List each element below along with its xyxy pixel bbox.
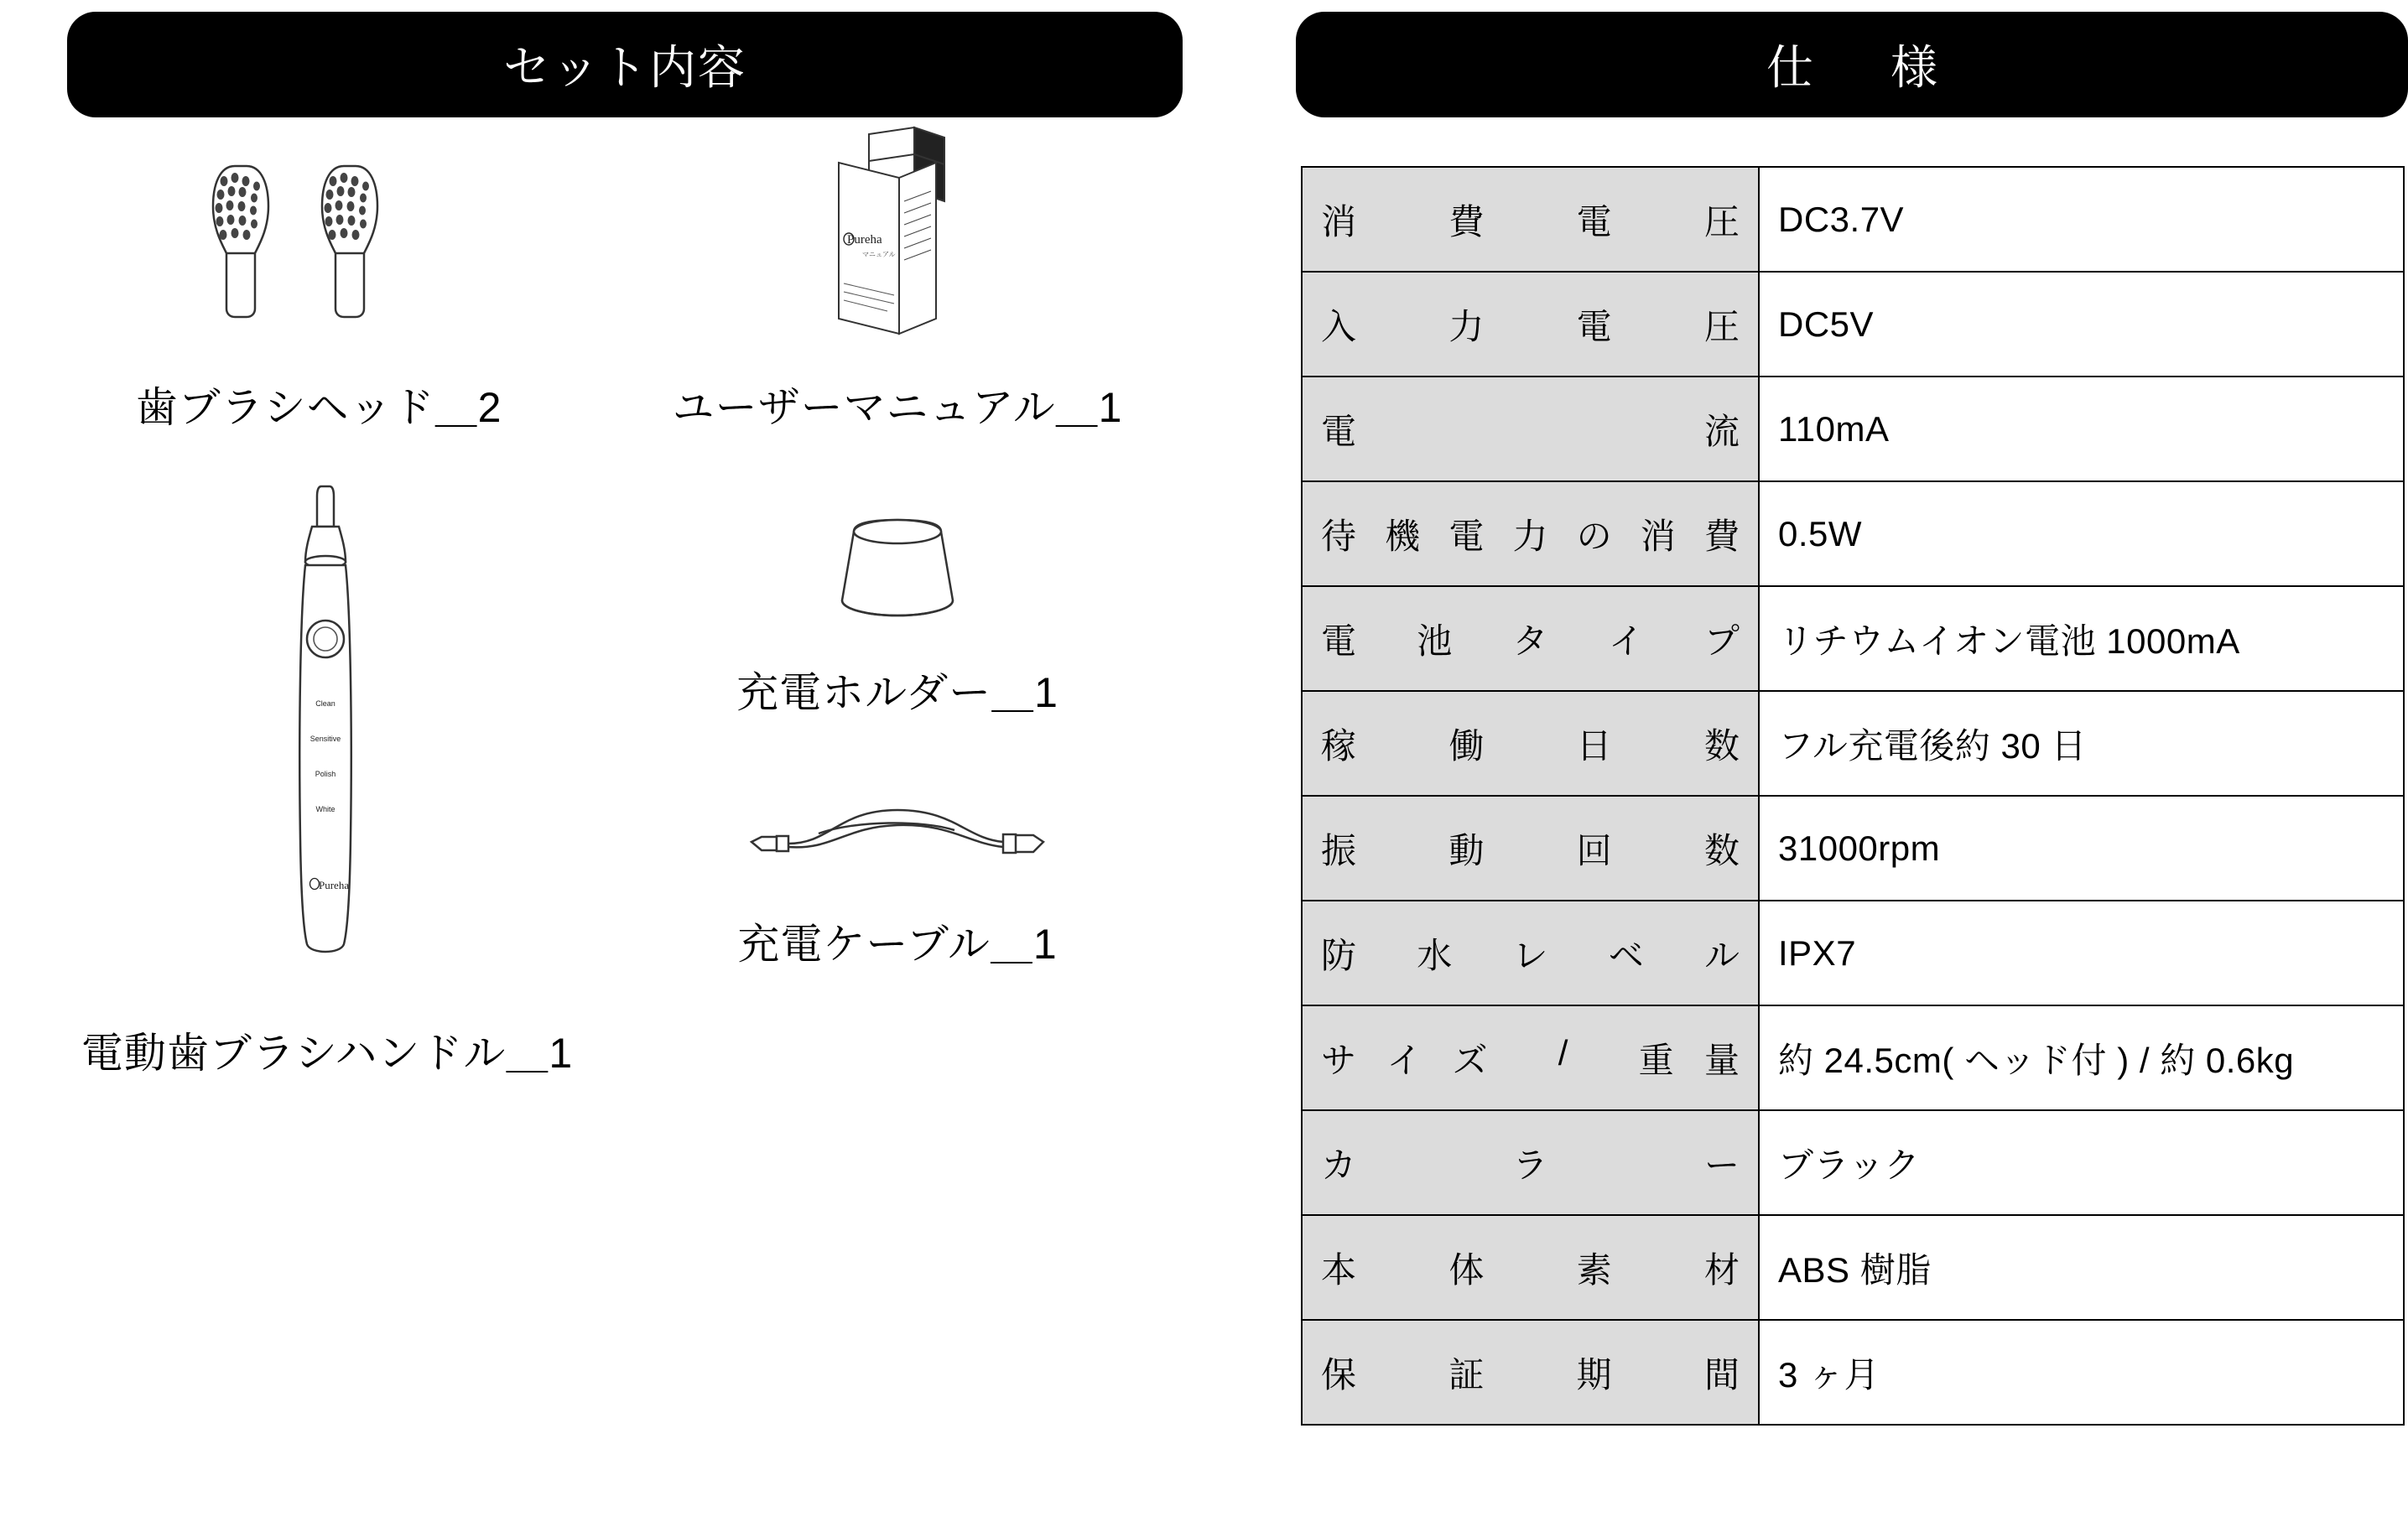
spec-label-cell	[1302, 481, 1759, 586]
svg-text:Pureha: Pureha	[847, 233, 882, 247]
item-user-manual	[587, 126, 1208, 434]
spec-label-text: 電 流	[1321, 411, 1740, 451]
caption-handle: 電動歯ブラシハンドル＿1	[81, 1030, 574, 1077]
table-row	[1302, 272, 2404, 377]
table-row	[1302, 1320, 2404, 1425]
specifications-header	[1296, 12, 2408, 117]
caption-charging-holder: 充電ホルダー＿1	[736, 669, 1058, 716]
specifications-header-label: 仕 様	[1766, 41, 1953, 94]
spec-label-cell	[1302, 377, 1759, 481]
charging-cable-illustration	[587, 780, 1208, 889]
spec-label-text: サ イ ズ / 重 量	[1321, 1032, 1740, 1080]
svg-text:Sensitive: Sensitive	[309, 735, 341, 743]
spec-label-text: 消 費 電 圧	[1321, 201, 1740, 242]
spec-value-cell: リチウムイオン電池 1000mA	[1759, 586, 2404, 691]
table-row	[1302, 481, 2404, 586]
spec-value-cell: 3 ヶ月	[1759, 1320, 2404, 1425]
toothbrush-heads-illustration	[25, 126, 612, 352]
spec-label-cell	[1302, 167, 1759, 272]
caption-user-manual: ユーザーマニュアル＿1	[672, 384, 1123, 431]
spec-value-cell: ブラック	[1759, 1110, 2404, 1215]
caption-charging-cable: 充電ケーブル＿1	[737, 921, 1058, 968]
spec-value-cell: DC3.7V	[1759, 167, 2404, 272]
spec-value-cell: 約 24.5cm( ヘッド付 ) / 約 0.6kg	[1759, 1005, 2404, 1110]
table-row	[1302, 1110, 2404, 1215]
spec-value-cell: DC5V	[1759, 272, 2404, 377]
svg-text:マニュアル: マニュアル	[862, 251, 896, 258]
caption-toothbrush-heads: 歯ブラシヘッド＿2	[135, 384, 502, 431]
spec-value-cell: 31000rpm	[1759, 796, 2404, 901]
spec-value-cell: IPX7	[1759, 901, 2404, 1005]
spec-value-cell: 110mA	[1759, 377, 2404, 481]
svg-text:Polish: Polish	[315, 770, 336, 778]
spec-value-cell: ABS 樹脂	[1759, 1215, 2404, 1320]
spec-label-text: 振 動 回 数	[1321, 830, 1740, 870]
spec-label-text: 入 力 電 圧	[1321, 306, 1740, 346]
spec-label-text: 電 池 タ イ プ	[1321, 621, 1740, 661]
spec-value-cell: フル充電後約 30 日	[1759, 691, 2404, 796]
table-row	[1302, 901, 2404, 1005]
spec-value-cell: 0.5W	[1759, 481, 2404, 586]
spec-label-cell	[1302, 1005, 1759, 1110]
specifications-table	[1301, 166, 2405, 1426]
set-contents-items	[0, 126, 1283, 1501]
set-contents-header-label: セット内容	[503, 41, 746, 94]
spec-label-cell	[1302, 1215, 1759, 1320]
spec-label-cell	[1302, 901, 1759, 1005]
table-row	[1302, 167, 2404, 272]
svg-text:White: White	[315, 805, 335, 813]
table-row	[1302, 586, 2404, 691]
item-handle	[0, 478, 671, 1080]
spec-label-text: カ ラ ー	[1321, 1145, 1740, 1185]
spec-label-text: 保 証 期 間	[1321, 1354, 1740, 1395]
spec-label-text: 防 水 レ ベ ル	[1321, 935, 1740, 975]
spec-label-cell	[1302, 1110, 1759, 1215]
table-row	[1302, 1215, 2404, 1320]
charging-holder-illustration	[587, 503, 1208, 637]
svg-text:Clean: Clean	[315, 699, 335, 708]
item-charging-holder	[587, 503, 1208, 719]
spec-label-text: 稼 働 日 数	[1321, 725, 1740, 766]
table-row	[1302, 796, 2404, 901]
item-charging-cable	[587, 780, 1208, 971]
table-row	[1302, 377, 2404, 481]
spec-label-cell	[1302, 1320, 1759, 1425]
specifications-panel	[1296, 0, 2408, 1527]
item-toothbrush-heads	[25, 126, 612, 434]
spec-label-cell	[1302, 691, 1759, 796]
handle-illustration	[0, 478, 671, 998]
spec-label-text: 本 体 素 材	[1321, 1249, 1740, 1290]
spec-label-cell	[1302, 796, 1759, 901]
spec-label-cell	[1302, 586, 1759, 691]
table-row	[1302, 1005, 2404, 1110]
set-contents-header	[67, 12, 1183, 117]
spec-label-text: 待 機 電 力 の 消 費	[1321, 516, 1740, 556]
svg-text:Pureha: Pureha	[319, 879, 350, 891]
table-row	[1302, 691, 2404, 796]
user-manual-illustration	[587, 126, 1208, 352]
spec-label-cell	[1302, 272, 1759, 377]
